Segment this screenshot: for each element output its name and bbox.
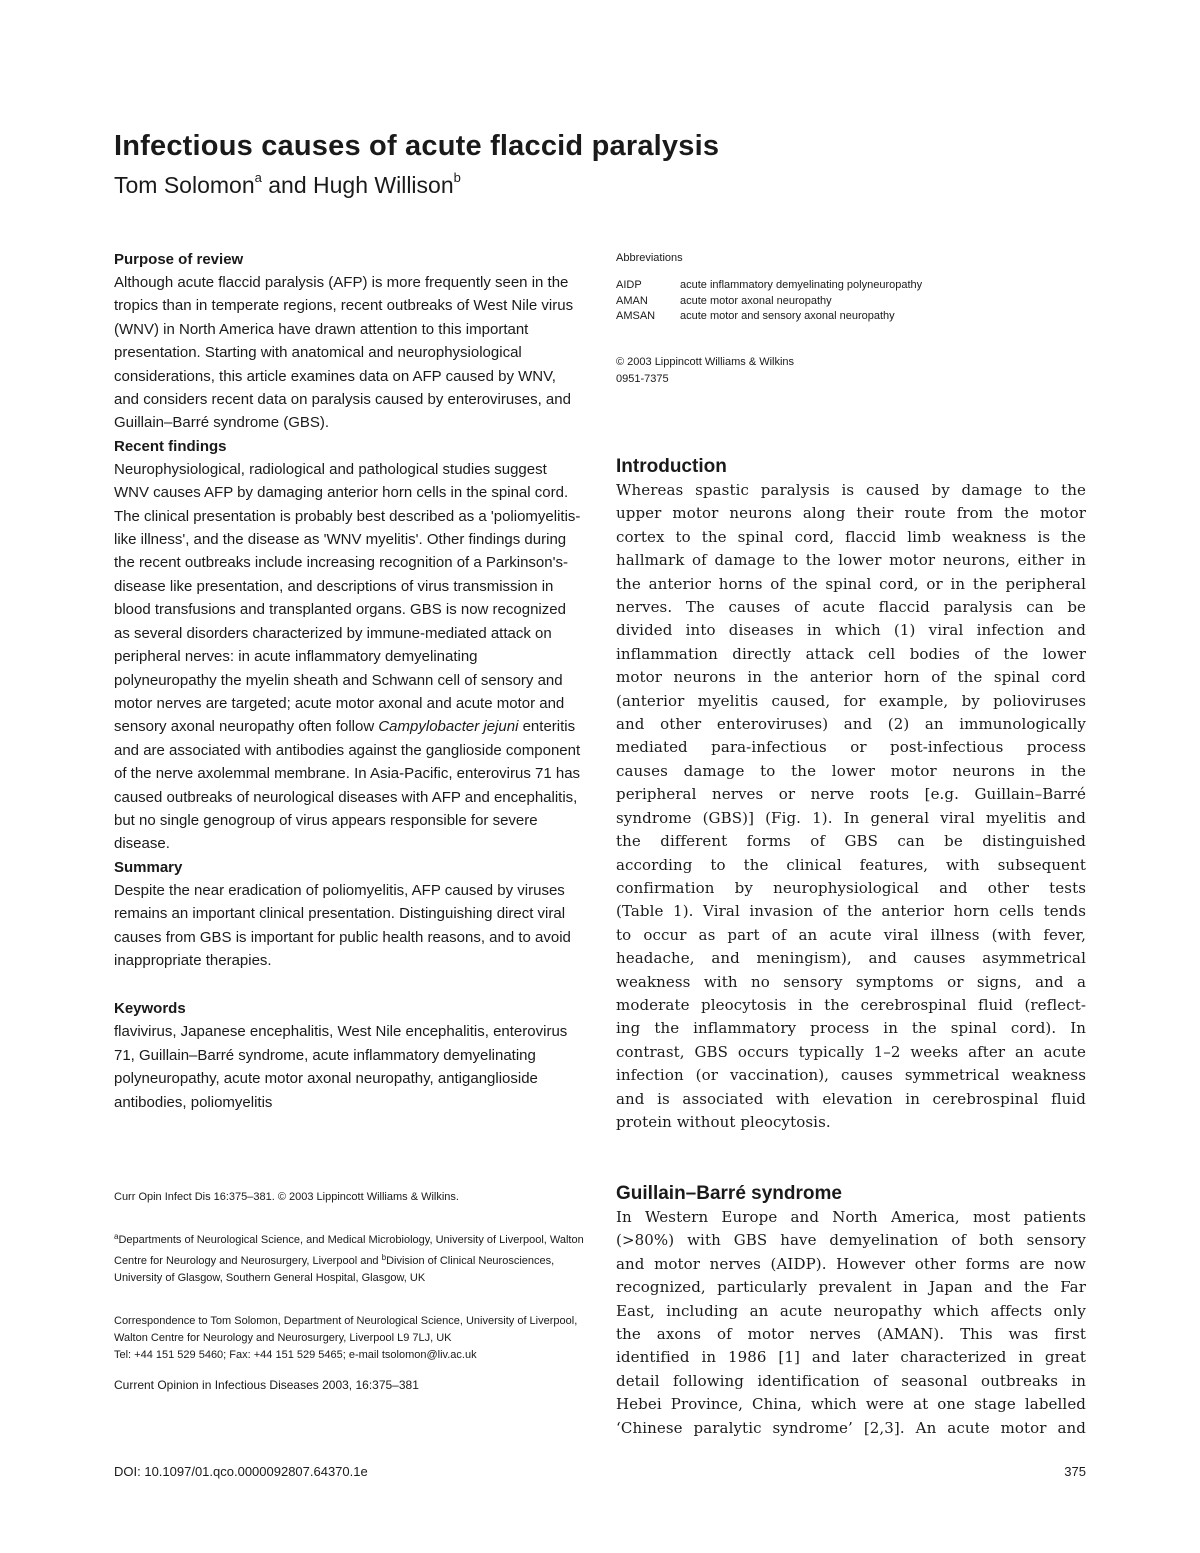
abbreviations-heading: Abbreviations — [616, 252, 683, 264]
body-line: weakness with no sensory symptoms or signs, and a — [616, 972, 1086, 991]
journal-reference: 2003, 16:375–381 — [318, 1378, 419, 1392]
affiliation-b-text: Division of Clinical Neurosciences, University of Glasgow, Southern General Hospital, Glasgow, UK — [114, 1255, 555, 1284]
body-line: confirmation by neurophysiological and other tests — [616, 878, 1086, 897]
body-line: Whereas spastic paralysis is caused by damage to the — [616, 481, 1086, 499]
introduction-heading: Introduction — [616, 456, 727, 477]
author-1: Tom Solomon — [114, 172, 255, 198]
body-line: the anterior horns of the spinal cord, or in the peripheral — [616, 574, 1086, 593]
author-join: and — [261, 172, 314, 198]
issn-text: 0951-7375 — [616, 373, 669, 385]
body-line: Hebei Province, China, which were at one stage labelled — [616, 1395, 1086, 1414]
page-number: 375 — [1064, 1464, 1086, 1479]
body-line: peripheral nerves or nerve roots [e.g. Guillain–Barré — [616, 785, 1086, 804]
introduction-section — [616, 455, 1086, 1134]
findings-heading: Recent findings — [114, 437, 227, 455]
abstract — [114, 248, 584, 1114]
purpose-heading: Purpose of review — [114, 251, 244, 268]
body-line: inflammation directly attack cell bodies of the lower — [616, 644, 1086, 663]
journal-note — [114, 1377, 584, 1394]
gbs-section — [616, 1182, 1086, 1440]
body-line: ‘Chinese paralytic syndrome’ [2,3]. An acute motor and — [616, 1418, 1086, 1437]
copyright-block — [616, 354, 1086, 388]
findings-text-part-2: enteritis and are associated with antibodies against the ganglioside component of the nerve axolemmal membrane. In Asia-Pacific, enterovirus 71 has caused outbreaks of neurological diseases with AFP and encephalitis, but no single genogroup of virus appears responsible for severe disease. — [114, 718, 581, 853]
affiliation-a-text: Departments of Neurological Science, and Medical Microbiology, University of Liverpool, Walton Centre for Neurology and Neurosurgery, Liverpool and — [114, 1234, 584, 1267]
author-line — [114, 170, 461, 199]
gbs-heading: Guillain–Barré syndrome — [616, 1183, 842, 1204]
body-line: (Table 1). Viral invasion of the anterior horn cells tends — [616, 902, 1086, 921]
contact-text: Tel: +44 151 529 5460; Fax: +44 151 529 5465; e-mail tsolomon@liv.ac.uk — [114, 1349, 477, 1361]
article-title: Infectious causes of acute flaccid paralysis — [114, 130, 720, 162]
gbs-body — [616, 1206, 1086, 1440]
body-line: cortex to the spinal cord, flaccid limb weakness is the — [616, 527, 1086, 546]
body-line: and motor nerves (AIDP). However other forms are now — [616, 1254, 1086, 1273]
body-line: infection (or vaccination), causes symmetrical weakness — [616, 1066, 1086, 1085]
abbreviations-box — [616, 250, 1086, 325]
body-line: (anterior myelitis caused, for example, by polioviruses — [616, 691, 1086, 710]
body-line: upper motor neurons along their route from the motor — [616, 504, 1086, 523]
affiliations-note — [114, 1228, 584, 1287]
abbreviation-term: AIDP — [616, 279, 642, 291]
purpose-text: Although acute flaccid paralysis (AFP) is more frequently seen in the tropics than in temperate regions, recent outbreaks of West Nile virus (WNV) in North America have drawn attention to this important presentation. Starting with anatomical and neurophysiological considerations, this article examines data on AFP caused by WNV, and considers recent data on paralysis caused by enteroviruses, and Guillain–Barré syndrome (GBS). — [114, 274, 574, 432]
body-line: identified in 1986 [1] and later characterized in great — [616, 1348, 1086, 1367]
body-line: detail following identification of seasonal outbreaks in — [616, 1371, 1086, 1390]
author-2-affiliation-mark: b — [453, 170, 461, 185]
copyright-text: © 2003 Lippincott Williams & Wilkins — [616, 356, 795, 368]
abbreviation-definition: acute motor axonal neuropathy — [680, 294, 832, 307]
body-line: according to the clinical features, with subsequent — [616, 855, 1086, 874]
body-line: mediated para-infectious or post-infectious process — [616, 738, 1086, 757]
body-line: to occur as part of an acute viral illness (with fever, — [616, 925, 1086, 944]
abbreviation-term: AMAN — [616, 294, 648, 307]
abbreviation-row — [616, 309, 1086, 325]
body-line: protein without pleocytosis. — [616, 1112, 831, 1131]
abbreviation-row — [616, 278, 1086, 294]
keywords-heading: Keywords — [114, 1000, 186, 1018]
body-line: recognized, particularly prevalent in Japan and the Far — [616, 1278, 1086, 1297]
abbreviation-definition: acute inflammatory demyelinating polyneuropathy — [680, 279, 923, 291]
affiliation-b-mark: b — [381, 1253, 387, 1262]
doi: DOI: 10.1097/01.qco.0000092807.64370.1e — [114, 1464, 368, 1479]
correspondence-text: Correspondence to Tom Solomon, Department of Neurological Science, University of Liverpool, Walton Centre for Neurology and Neurosurgery, Liverpool L9 7LJ, UK — [114, 1315, 578, 1344]
body-line: nerves. The causes of acute flaccid paralysis can be — [616, 598, 1086, 617]
body-line: motor neurons in the anterior horn of the spinal cord — [616, 668, 1086, 687]
body-line: East, including an acute neuropathy which affects only — [616, 1301, 1086, 1320]
findings-italic-organism: Campylobacter jejuni — [378, 718, 519, 736]
body-line: syndrome (GBS)] (Fig. 1). In general viral myelitis and — [616, 808, 1086, 827]
body-line: contrast, GBS occurs typically 1–2 weeks after an acute — [616, 1042, 1086, 1061]
summary-heading: Summary — [114, 858, 183, 876]
findings-text — [114, 458, 584, 856]
body-line: and is associated with elevation in cerebrospinal fluid — [616, 1089, 1086, 1108]
summary-text: Despite the near eradication of poliomyelitis, AFP caused by viruses remains an important clinical presentation. Distinguishing direct viral causes from GBS is important for public health reasons, and to avoid inappropriate therapies. — [114, 881, 571, 969]
body-line: the axons of motor nerves (AMAN). This was first — [616, 1325, 1086, 1344]
journal-name: Current Opinion in Infectious Diseases — [114, 1378, 319, 1392]
author-1-affiliation-mark: a — [254, 170, 262, 185]
body-line: headache, and meningism), and causes asymmetrical — [616, 949, 1086, 968]
body-line: the different forms of GBS can be distinguished — [616, 832, 1086, 851]
affiliation-a-mark: a — [114, 1232, 119, 1241]
body-line: moderate pleocytosis in the cerebrospinal fluid (reflect- — [616, 995, 1086, 1014]
introduction-body — [616, 479, 1086, 1134]
findings-text-part-1: Neurophysiological, radiological and pathological studies suggest WNV causes AFP by damaging anterior horn cells in the spinal cord. The clinical presentation is probably best described as a 'poliomyelitis-like illness', and the disease as 'WNV myelitis'. Other findings during the recent outbreaks include increasing recognition of a Parkinson's-disease like presentation, and descriptions of virus transmission in blood transfusions and transplanted organs. GBS is now recognized as several disorders characterized by immune-mediated attack on peripheral nerves: in acute inflammatory demyelinating polyneuropathy the myelin sheath and Schwann cell of sensory and motor nerves are targeted; acute motor axonal and acute motor and sensory axonal neuropathy often follow — [114, 460, 581, 736]
body-line: hallmark of damage to the lower motor neurons, either in — [616, 551, 1086, 570]
author-2: Hugh Willison — [313, 172, 454, 198]
abbreviation-term: AMSAN — [616, 310, 656, 322]
abbreviation-definition: acute motor and sensory axonal neuropathy — [680, 310, 895, 322]
correspondence-note — [114, 1313, 584, 1364]
citation-note: Curr Opin Infect Dis 16:375–381. © 2003 Lippincott Williams & Wilkins. — [114, 1191, 459, 1203]
body-line: causes damage to the lower motor neurons in the — [616, 761, 1086, 780]
body-line: In Western Europe and North America, most patients — [616, 1208, 1086, 1226]
body-line: divided into diseases in which (1) viral infection and — [616, 621, 1086, 640]
body-line: and other enteroviruses) and (2) an immunologically — [616, 715, 1086, 734]
body-line: (>80%) with GBS have demyelination of both sensory — [616, 1231, 1086, 1250]
body-line: ing the inflammatory process in the spinal cord). In — [616, 1019, 1086, 1038]
abbreviation-row — [616, 294, 1086, 310]
keywords-text: flavivirus, Japanese encephalitis, West Nile encephalitis, enterovirus 71, Guillain–Barré syndrome, acute inflammatory demyelinating polyneuropathy, acute motor axonal neuropathy, antiganglioside antibodies, poliomyelitis — [114, 1023, 568, 1111]
